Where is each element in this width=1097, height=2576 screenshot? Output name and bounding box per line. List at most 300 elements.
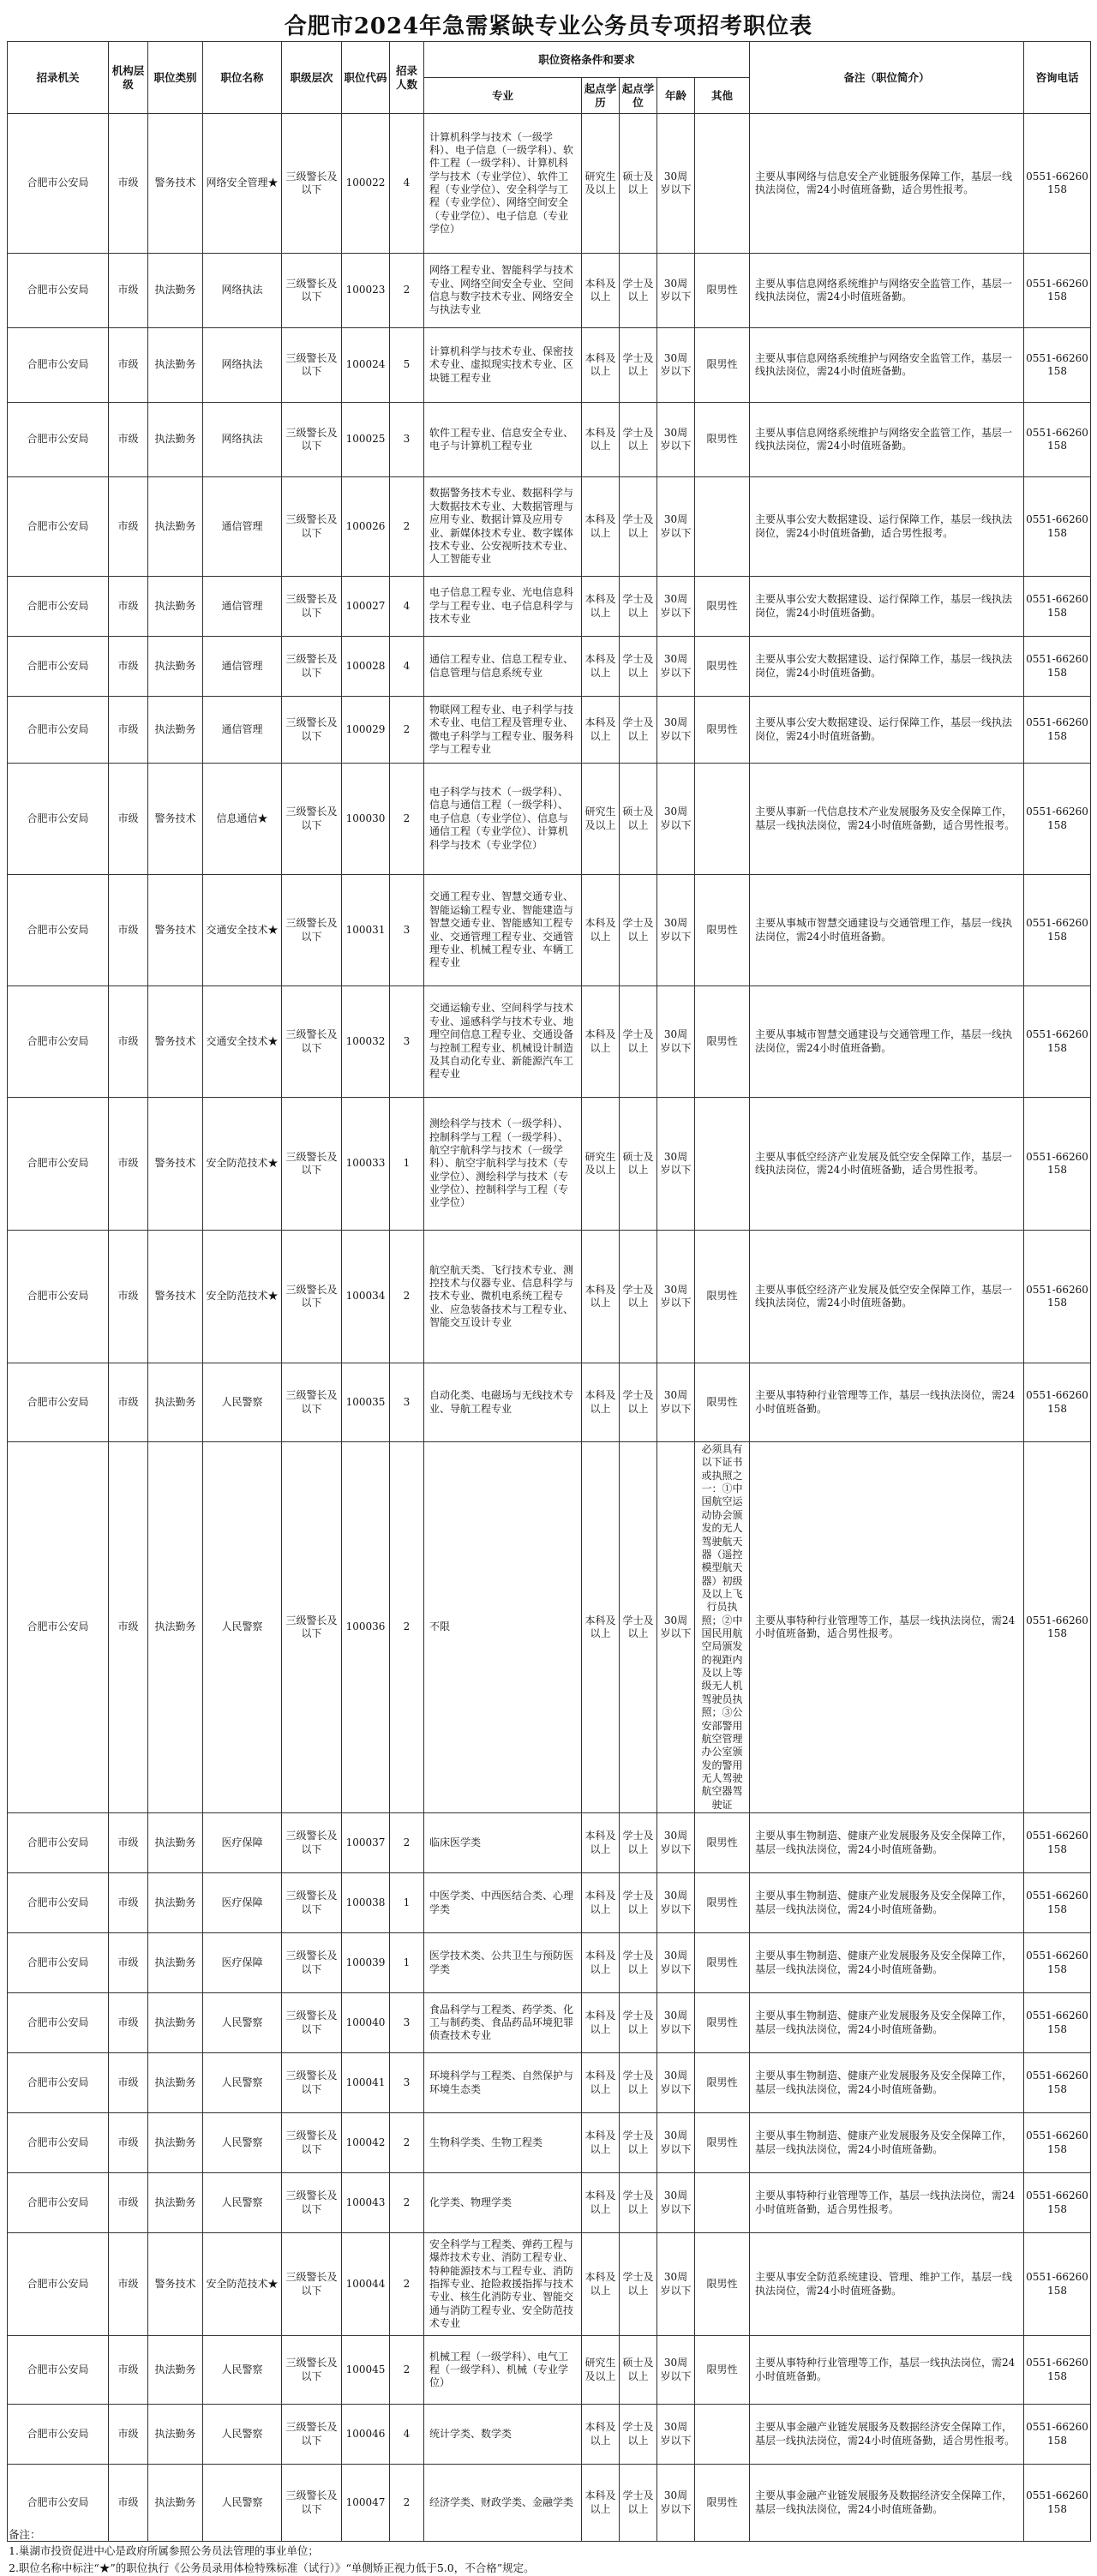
remark-cell: 主要从事低空经济产业发展及低空安全保障工作，基层一线执法岗位，需24小时值班备勤，适合男性报考。 [750, 1098, 1024, 1231]
level-cell: 市级 [109, 2233, 148, 2336]
agency-cell: 合肥市公安局 [8, 2405, 109, 2465]
position-name-cell: 通信管理 [203, 577, 282, 637]
position-rank-cell: 三级警长及以下 [282, 328, 342, 403]
position-rank-cell: 三级警长及以下 [282, 2336, 342, 2405]
count-cell: 4 [390, 114, 424, 254]
phone-cell: 0551-66260158 [1024, 1363, 1091, 1442]
category-cell: 执法勤务 [148, 477, 203, 577]
remark-cell: 主要从事信息网络系统维护与网络安全监管工作，基层一线执法岗位，需24小时值班备勤。 [750, 403, 1024, 477]
position-name-cell: 安全防范技术★ [203, 1231, 282, 1363]
level-cell: 市级 [109, 1363, 148, 1442]
agency-cell: 合肥市公安局 [8, 1873, 109, 1933]
degree-cell: 学士及以上 [620, 403, 657, 477]
major-cell: 计算机科学与技术专业、保密技术专业、虚拟现实技术专业、区块链工程专业 [424, 328, 582, 403]
major-cell: 不限 [424, 1442, 582, 1813]
count-cell: 3 [390, 1993, 424, 2053]
major-cell: 统计学类、数学类 [424, 2405, 582, 2465]
phone-cell: 0551-66260158 [1024, 328, 1091, 403]
education-cell: 本科及以上 [582, 2113, 620, 2173]
position-name-cell: 医疗保障 [203, 1813, 282, 1873]
degree-cell: 学士及以上 [620, 1933, 657, 1993]
remark-cell: 主要从事生物制造、健康产业发展服务及安全保障工作，基层一线执法岗位，需24小时值班备勤。 [750, 2053, 1024, 2113]
position-code-cell: 100032 [342, 986, 390, 1098]
level-cell: 市级 [109, 1813, 148, 1873]
footnote-line-1: 1.巢湖市投资促进中心是政府所属参照公务员法管理的事业单位； [9, 2544, 319, 2558]
agency-cell: 合肥市公安局 [8, 403, 109, 477]
education-cell: 本科及以上 [582, 2053, 620, 2113]
degree-cell: 学士及以上 [620, 1813, 657, 1873]
major-cell: 物联网工程专业、电子科学与技术专业、电信工程及管理专业、微电子科学与工程专业、服务科学与工程专业 [424, 697, 582, 764]
phone-cell: 0551-66260158 [1024, 1993, 1091, 2053]
remark-cell: 主要从事信息网络系统维护与网络安全监管工作，基层一线执法岗位，需24小时值班备勤。 [750, 254, 1024, 328]
header-degree: 起点学位 [620, 78, 657, 114]
remark-cell: 主要从事公安大数据建设、运行保障工作，基层一线执法岗位，需24小时值班备勤，适合男性报考。 [750, 477, 1024, 577]
position-name-cell: 通信管理 [203, 697, 282, 764]
remark-cell: 主要从事城市智慧交通建设与交通管理工作，基层一线执法岗位，需24小时值班备勤。 [750, 875, 1024, 986]
table-row [8, 254, 1091, 328]
count-cell: 1 [390, 1933, 424, 1993]
position-code-cell: 100024 [342, 328, 390, 403]
header-age: 年龄 [657, 78, 695, 114]
major-cell: 交通运输专业、空间科学与技术专业、遥感科学与技术专业、地理空间信息工程专业、交通设备与控制工程专业、机械设计制造及其自动化专业、新能源汽车工程专业 [424, 986, 582, 1098]
education-cell: 研究生及以上 [582, 2336, 620, 2405]
position-rank-cell: 三级警长及以下 [282, 1231, 342, 1363]
level-cell: 市级 [109, 477, 148, 577]
position-name-cell: 通信管理 [203, 477, 282, 577]
education-cell: 本科及以上 [582, 477, 620, 577]
agency-cell: 合肥市公安局 [8, 1231, 109, 1363]
agency-cell: 合肥市公安局 [8, 254, 109, 328]
phone-cell: 0551-66260158 [1024, 1098, 1091, 1231]
level-cell: 市级 [109, 114, 148, 254]
education-cell: 本科及以上 [582, 1231, 620, 1363]
other-cell [695, 1098, 750, 1231]
major-cell: 通信工程专业、信息工程专业、信息管理与信息系统专业 [424, 637, 582, 697]
education-cell: 本科及以上 [582, 254, 620, 328]
age-cell: 30周岁以下 [657, 2465, 695, 2542]
phone-cell: 0551-66260158 [1024, 2233, 1091, 2336]
other-cell: 限男性 [695, 2053, 750, 2113]
major-cell: 化学类、物理学类 [424, 2173, 582, 2233]
category-cell: 执法勤务 [148, 577, 203, 637]
count-cell: 5 [390, 328, 424, 403]
degree-cell: 学士及以上 [620, 2465, 657, 2542]
education-cell: 本科及以上 [582, 1363, 620, 1442]
phone-cell: 0551-66260158 [1024, 1933, 1091, 1993]
remark-cell: 主要从事公安大数据建设、运行保障工作，基层一线执法岗位，需24小时值班备勤。 [750, 637, 1024, 697]
other-cell: 限男性 [695, 2336, 750, 2405]
level-cell: 市级 [109, 2053, 148, 2113]
phone-cell: 0551-66260158 [1024, 2173, 1091, 2233]
category-cell: 警务技术 [148, 1098, 203, 1231]
position-rank-cell: 三级警长及以下 [282, 697, 342, 764]
agency-cell: 合肥市公安局 [8, 2113, 109, 2173]
phone-cell: 0551-66260158 [1024, 254, 1091, 328]
education-cell: 研究生及以上 [582, 764, 620, 875]
other-cell: 限男性 [695, 1231, 750, 1363]
education-cell: 本科及以上 [582, 328, 620, 403]
major-cell: 自动化类、电磁场与无线技术专业、导航工程专业 [424, 1363, 582, 1442]
age-cell: 30周岁以下 [657, 2336, 695, 2405]
category-cell: 执法勤务 [148, 637, 203, 697]
level-cell: 市级 [109, 697, 148, 764]
level-cell: 市级 [109, 2405, 148, 2465]
position-code-cell: 100022 [342, 114, 390, 254]
age-cell: 30周岁以下 [657, 328, 695, 403]
other-cell: 限男性 [695, 403, 750, 477]
table-row [8, 1363, 1091, 1442]
position-rank-cell: 三级警长及以下 [282, 637, 342, 697]
phone-cell: 0551-66260158 [1024, 1231, 1091, 1363]
phone-cell: 0551-66260158 [1024, 114, 1091, 254]
position-name-cell: 人民警察 [203, 2336, 282, 2405]
category-cell: 执法勤务 [148, 697, 203, 764]
level-cell: 市级 [109, 403, 148, 477]
other-cell: 限男性 [695, 1873, 750, 1933]
category-cell: 警务技术 [148, 986, 203, 1098]
position-name-cell: 人民警察 [203, 2113, 282, 2173]
agency-cell: 合肥市公安局 [8, 1813, 109, 1873]
table-row [8, 637, 1091, 697]
degree-cell: 学士及以上 [620, 1442, 657, 1813]
other-cell [695, 2405, 750, 2465]
other-cell [695, 764, 750, 875]
degree-cell: 硕士及以上 [620, 2336, 657, 2405]
table-row [8, 2113, 1091, 2173]
position-name-cell: 人民警察 [203, 2053, 282, 2113]
agency-cell: 合肥市公安局 [8, 2465, 109, 2542]
count-cell: 3 [390, 403, 424, 477]
degree-cell: 硕士及以上 [620, 764, 657, 875]
major-cell: 交通工程专业、智慧交通专业、智能运输工程专业、智能建造与智慧交通专业、智能感知工程专业、交通管理工程专业、交通管理专业、机械工程专业、车辆工程专业 [424, 875, 582, 986]
count-cell: 2 [390, 697, 424, 764]
other-cell: 限男性 [695, 254, 750, 328]
table-row [8, 875, 1091, 986]
category-cell: 警务技术 [148, 2233, 203, 2336]
level-cell: 市级 [109, 764, 148, 875]
education-cell: 本科及以上 [582, 577, 620, 637]
category-cell: 执法勤务 [148, 1813, 203, 1873]
header-remark: 备注（职位简介） [750, 42, 1024, 114]
position-rank-cell: 三级警长及以下 [282, 2405, 342, 2465]
agency-cell: 合肥市公安局 [8, 637, 109, 697]
major-cell: 医学技术类、公共卫生与预防医学类 [424, 1933, 582, 1993]
remark-cell: 主要从事特种行业管理等工作，基层一线执法岗位，需24小时值班备勤。 [750, 1363, 1024, 1442]
level-cell: 市级 [109, 637, 148, 697]
position-code-cell: 100034 [342, 1231, 390, 1363]
major-cell: 软件工程专业、信息安全专业、电子与计算机工程专业 [424, 403, 582, 477]
major-cell: 临床医学类 [424, 1813, 582, 1873]
table-row [8, 764, 1091, 875]
category-cell: 警务技术 [148, 114, 203, 254]
header-position-rank: 职级层次 [282, 42, 342, 114]
remark-cell: 主要从事特种行业管理等工作，基层一线执法岗位，需24小时值班备勤，适合男性报考。 [750, 2173, 1024, 2233]
agency-cell: 合肥市公安局 [8, 577, 109, 637]
age-cell: 30周岁以下 [657, 637, 695, 697]
position-rank-cell: 三级警长及以下 [282, 577, 342, 637]
age-cell: 30周岁以下 [657, 1363, 695, 1442]
position-code-cell: 100041 [342, 2053, 390, 2113]
position-code-cell: 100023 [342, 254, 390, 328]
major-cell: 环境科学与工程类、自然保护与环境生态类 [424, 2053, 582, 2113]
phone-cell: 0551-66260158 [1024, 697, 1091, 764]
count-cell: 2 [390, 1231, 424, 1363]
education-cell: 研究生及以上 [582, 1098, 620, 1231]
level-cell: 市级 [109, 2173, 148, 2233]
positions-table [7, 41, 1091, 2542]
major-cell: 食品科学与工程类、药学类、化工与制药类、食品药品环境犯罪侦查技术专业 [424, 1993, 582, 2053]
position-code-cell: 100046 [342, 2405, 390, 2465]
position-rank-cell: 三级警长及以下 [282, 477, 342, 577]
age-cell: 30周岁以下 [657, 1873, 695, 1933]
major-cell: 网络工程专业、智能科学与技术专业、网络空间安全专业、空间信息与数字技术专业、网络安全与执法专业 [424, 254, 582, 328]
age-cell: 30周岁以下 [657, 2053, 695, 2113]
age-cell: 30周岁以下 [657, 1993, 695, 2053]
page-title: 合肥市2024年急需紧缺专业公务员专项招考职位表 [284, 14, 813, 39]
position-rank-cell: 三级警长及以下 [282, 764, 342, 875]
education-cell: 本科及以上 [582, 2233, 620, 2336]
position-name-cell: 交通安全技术★ [203, 986, 282, 1098]
age-cell: 30周岁以下 [657, 764, 695, 875]
category-cell: 执法勤务 [148, 328, 203, 403]
age-cell: 30周岁以下 [657, 477, 695, 577]
position-rank-cell: 三级警长及以下 [282, 1813, 342, 1873]
position-code-cell: 100030 [342, 764, 390, 875]
count-cell: 2 [390, 2336, 424, 2405]
level-cell: 市级 [109, 1442, 148, 1813]
age-cell: 30周岁以下 [657, 2113, 695, 2173]
position-name-cell: 人民警察 [203, 2465, 282, 2542]
level-cell: 市级 [109, 875, 148, 986]
phone-cell: 0551-66260158 [1024, 403, 1091, 477]
other-cell [695, 114, 750, 254]
table-row [8, 2405, 1091, 2465]
table-row [8, 2173, 1091, 2233]
age-cell: 30周岁以下 [657, 1442, 695, 1813]
table-row [8, 1993, 1091, 2053]
education-cell: 本科及以上 [582, 2465, 620, 2542]
position-name-cell: 网络执法 [203, 328, 282, 403]
position-code-cell: 100047 [342, 2465, 390, 2542]
table-row [8, 1442, 1091, 1813]
degree-cell: 学士及以上 [620, 986, 657, 1098]
age-cell: 30周岁以下 [657, 254, 695, 328]
agency-cell: 合肥市公安局 [8, 1363, 109, 1442]
count-cell: 3 [390, 2053, 424, 2113]
category-cell: 执法勤务 [148, 254, 203, 328]
remark-cell: 主要从事公安大数据建设、运行保障工作，基层一线执法岗位，需24小时值班备勤。 [750, 577, 1024, 637]
agency-cell: 合肥市公安局 [8, 1098, 109, 1231]
phone-cell: 0551-66260158 [1024, 2405, 1091, 2465]
header-phone: 咨询电话 [1024, 42, 1091, 114]
table-row [8, 1231, 1091, 1363]
category-cell: 执法勤务 [148, 1442, 203, 1813]
category-cell: 执法勤务 [148, 2053, 203, 2113]
education-cell: 本科及以上 [582, 1813, 620, 1873]
education-cell: 本科及以上 [582, 2405, 620, 2465]
major-cell: 数据警务技术专业、数据科学与大数据技术专业、大数据管理与应用专业、数据计算及应用专业、新媒体技术专业、数字媒体技术专业、公安视听技术专业、人工智能专业 [424, 477, 582, 577]
position-rank-cell: 三级警长及以下 [282, 2173, 342, 2233]
degree-cell: 学士及以上 [620, 1363, 657, 1442]
degree-cell: 学士及以上 [620, 2233, 657, 2336]
table-row [8, 2336, 1091, 2405]
table-row [8, 477, 1091, 577]
other-cell: 限男性 [695, 1933, 750, 1993]
table-row [8, 986, 1091, 1098]
degree-cell: 学士及以上 [620, 637, 657, 697]
age-cell: 30周岁以下 [657, 1813, 695, 1873]
level-cell: 市级 [109, 1933, 148, 1993]
degree-cell: 学士及以上 [620, 328, 657, 403]
age-cell: 30周岁以下 [657, 2173, 695, 2233]
header-code: 职位代码 [342, 42, 390, 114]
position-code-cell: 100040 [342, 1993, 390, 2053]
other-cell: 限男性 [695, 2465, 750, 2542]
level-cell: 市级 [109, 2113, 148, 2173]
agency-cell: 合肥市公安局 [8, 697, 109, 764]
phone-cell: 0551-66260158 [1024, 1873, 1091, 1933]
position-name-cell: 人民警察 [203, 2405, 282, 2465]
category-cell: 执法勤务 [148, 1933, 203, 1993]
table-row [8, 1813, 1091, 1873]
other-cell: 限男性 [695, 1993, 750, 2053]
position-rank-cell: 三级警长及以下 [282, 875, 342, 986]
degree-cell: 学士及以上 [620, 477, 657, 577]
level-cell: 市级 [109, 254, 148, 328]
agency-cell: 合肥市公安局 [8, 986, 109, 1098]
position-name-cell: 信息通信★ [203, 764, 282, 875]
footnote-line-2: 2.职位名称中标注“★”的职位执行《公务员录用体检特殊标准（试行）》“单侧矫正视力低于5.0，不合格”规定。 [9, 2561, 535, 2574]
other-cell: 限男性 [695, 875, 750, 986]
position-name-cell: 网络执法 [203, 403, 282, 477]
agency-cell: 合肥市公安局 [8, 2173, 109, 2233]
header-position-name: 职位名称 [203, 42, 282, 114]
level-cell: 市级 [109, 328, 148, 403]
position-rank-cell: 三级警长及以下 [282, 1098, 342, 1231]
position-code-cell: 100029 [342, 697, 390, 764]
footnotes [9, 2526, 1088, 2576]
position-name-cell: 网络执法 [203, 254, 282, 328]
position-name-cell: 人民警察 [203, 1442, 282, 1813]
position-name-cell: 人民警察 [203, 1363, 282, 1442]
degree-cell: 硕士及以上 [620, 114, 657, 254]
major-cell: 航空航天类、飞行技术专业、测控技术与仪器专业、信息科学与技术专业、微机电系统工程专业、应急装备技术与工程专业、智能交互设计专业 [424, 1231, 582, 1363]
degree-cell: 学士及以上 [620, 875, 657, 986]
degree-cell: 学士及以上 [620, 1873, 657, 1933]
table-header [8, 42, 1091, 114]
count-cell: 2 [390, 2113, 424, 2173]
position-name-cell: 人民警察 [203, 1993, 282, 2053]
table-row [8, 1098, 1091, 1231]
header-major: 专业 [424, 78, 582, 114]
position-rank-cell: 三级警长及以下 [282, 254, 342, 328]
age-cell: 30周岁以下 [657, 1231, 695, 1363]
footnote-heading: 备注： [9, 2528, 41, 2541]
phone-cell: 0551-66260158 [1024, 986, 1091, 1098]
position-code-cell: 100035 [342, 1363, 390, 1442]
header-other: 其他 [695, 78, 750, 114]
category-cell: 执法勤务 [148, 2336, 203, 2405]
position-code-cell: 100028 [342, 637, 390, 697]
other-cell: 必须具有以下证书或执照之一：①中国航空运动协会颁发的无人驾驶航天器（遥控模型航天器）初级及以上飞行员执照；②中国民用航空局颁发的视距内及以上等级无人机驾驶员执照；③公安部警用航空管理办公室颁发的警用无人驾驶航空器驾驶证 [695, 1442, 750, 1813]
table-row [8, 2053, 1091, 2113]
phone-cell: 0551-66260158 [1024, 477, 1091, 577]
remark-cell: 主要从事生物制造、健康产业发展服务及安全保障工作，基层一线执法岗位，需24小时值班备勤。 [750, 1993, 1024, 2053]
age-cell: 30周岁以下 [657, 875, 695, 986]
education-cell: 本科及以上 [582, 1993, 620, 2053]
table-row [8, 697, 1091, 764]
header-category: 职位类别 [148, 42, 203, 114]
count-cell: 2 [390, 2173, 424, 2233]
age-cell: 30周岁以下 [657, 114, 695, 254]
header-count: 招录人数 [390, 42, 424, 114]
position-name-cell: 安全防范技术★ [203, 2233, 282, 2336]
degree-cell: 学士及以上 [620, 697, 657, 764]
position-rank-cell: 三级警长及以下 [282, 986, 342, 1098]
category-cell: 警务技术 [148, 764, 203, 875]
remark-cell: 主要从事特种行业管理等工作，基层一线执法岗位，需24小时值班备勤，适合男性报考。 [750, 1442, 1024, 1813]
degree-cell: 学士及以上 [620, 1231, 657, 1363]
remark-cell: 主要从事公安大数据建设、运行保障工作，基层一线执法岗位，需24小时值班备勤。 [750, 697, 1024, 764]
position-name-cell: 网络安全管理★ [203, 114, 282, 254]
position-rank-cell: 三级警长及以下 [282, 2233, 342, 2336]
education-cell: 本科及以上 [582, 986, 620, 1098]
remark-cell: 主要从事金融产业链发展服务及数据经济安全保障工作，基层一线执法岗位，需24小时值班备勤，适合男性报考。 [750, 2405, 1024, 2465]
major-cell: 电子科学与技术（一级学科）、信息与通信工程（一级学科）、电子信息（专业学位）、信息与通信工程（专业学位）、计算机科学与技术（专业学位） [424, 764, 582, 875]
category-cell: 执法勤务 [148, 2405, 203, 2465]
major-cell: 计算机科学与技术（一级学科）、电子信息（一级学科）、软件工程（一级学科）、计算机科学与技术（专业学位）、软件工程（专业学位）、安全科学与工程（专业学位）、网络空间安全（专业学位）、电子信息（专业学位） [424, 114, 582, 254]
position-code-cell: 100037 [342, 1813, 390, 1873]
agency-cell: 合肥市公安局 [8, 764, 109, 875]
position-code-cell: 100027 [342, 577, 390, 637]
position-rank-cell: 三级警长及以下 [282, 2053, 342, 2113]
position-code-cell: 100038 [342, 1873, 390, 1933]
table-row [8, 1933, 1091, 1993]
other-cell: 限男性 [695, 697, 750, 764]
remark-cell: 主要从事生物制造、健康产业发展服务及安全保障工作，基层一线执法岗位，需24小时值班备勤。 [750, 1933, 1024, 1993]
agency-cell: 合肥市公安局 [8, 2053, 109, 2113]
remark-cell: 主要从事生物制造、健康产业发展服务及安全保障工作，基层一线执法岗位，需24小时值班备勤。 [750, 1813, 1024, 1873]
level-cell: 市级 [109, 2336, 148, 2405]
age-cell: 30周岁以下 [657, 577, 695, 637]
other-cell: 限男性 [695, 328, 750, 403]
agency-cell: 合肥市公安局 [8, 477, 109, 577]
major-cell: 电子信息工程专业、光电信息科学与工程专业、电子信息科学与技术专业 [424, 577, 582, 637]
other-cell: 限男性 [695, 2113, 750, 2173]
agency-cell: 合肥市公安局 [8, 328, 109, 403]
remark-cell: 主要从事生物制造、健康产业发展服务及安全保障工作，基层一线执法岗位，需24小时值班备勤。 [750, 1873, 1024, 1933]
category-cell: 执法勤务 [148, 1873, 203, 1933]
remark-cell: 主要从事生物制造、健康产业发展服务及安全保障工作，基层一线执法岗位，需24小时值班备勤。 [750, 2113, 1024, 2173]
position-code-cell: 100042 [342, 2113, 390, 2173]
position-rank-cell: 三级警长及以下 [282, 1442, 342, 1813]
remark-cell: 主要从事城市智慧交通建设与交通管理工作，基层一线执法岗位，需24小时值班备勤。 [750, 986, 1024, 1098]
phone-cell: 0551-66260158 [1024, 1813, 1091, 1873]
degree-cell: 学士及以上 [620, 577, 657, 637]
major-cell: 中医学类、中西医结合类、心理学类 [424, 1873, 582, 1933]
age-cell: 30周岁以下 [657, 1098, 695, 1231]
position-code-cell: 100039 [342, 1933, 390, 1993]
position-rank-cell: 三级警长及以下 [282, 403, 342, 477]
age-cell: 30周岁以下 [657, 2233, 695, 2336]
level-cell: 市级 [109, 1098, 148, 1231]
education-cell: 本科及以上 [582, 697, 620, 764]
phone-cell: 0551-66260158 [1024, 2053, 1091, 2113]
phone-cell: 0551-66260158 [1024, 577, 1091, 637]
count-cell: 1 [390, 1873, 424, 1933]
table-row [8, 328, 1091, 403]
remark-cell: 主要从事信息网络系统维护与网络安全监管工作，基层一线执法岗位，需24小时值班备勤。 [750, 328, 1024, 403]
